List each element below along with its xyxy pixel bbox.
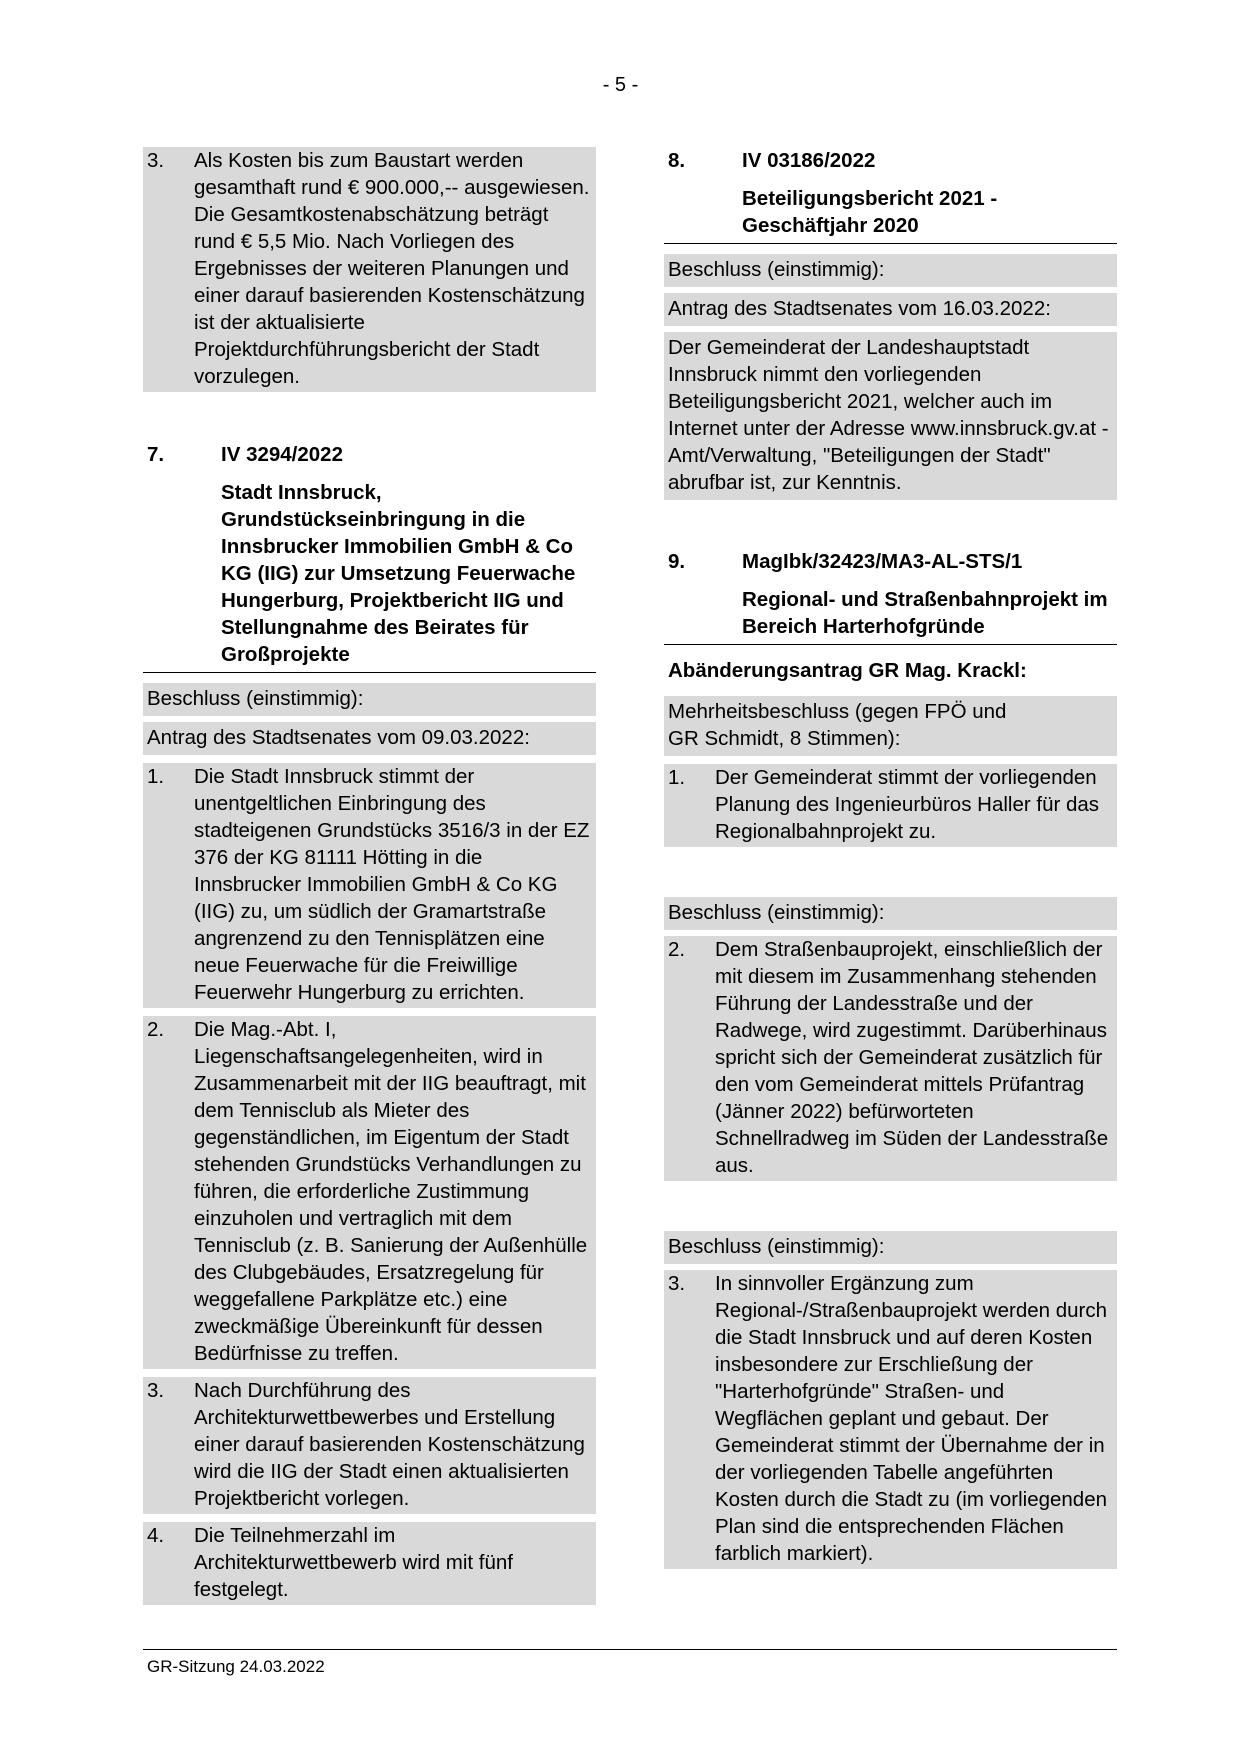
- page-number: - 5 -: [602, 74, 639, 96]
- right-column: [664, 147, 1117, 1569]
- item-text: Die Teilnehmerzahl im Architekturwettbewerb wird mit fünf festgelegt.: [194, 1524, 514, 1601]
- item-text: Die Mag.-Abt. I, Liegenschaftsangelegenheiten, wird in Zusammenarbeit mit der IIG beauftragt, mit dem Tennisclub als Mieter des gegenständlichen, im Eigentum der Stadt stehenden Grundstücks Verhandlungen zu führen, die erforderliche Zustimmung einzuholen und vertraglich mit dem Tennisclub (z. B. Sanierung der Außenhülle des Clubgebäudes, Ersatzregelung für weggefallene Parkplätze etc.) eine zweckmäßige Übereinkunft für dessen Bedürfnisse zu treffen.: [194, 1018, 588, 1365]
- section-heading: [143, 441, 596, 468]
- decision-label: Beschluss (einstimmig):: [664, 1231, 1117, 1264]
- item-text: In sinnvoller Ergänzung zum Regional-/Straßenbauprojekt werden durch die Stadt Innsbruck und auf deren Kosten insbesondere zur Erschließung der "Harterhofgründe" Straßen- und Wegflächen geplant und gebaut. Der Gemeinderat stimmt der Übernahme der in der vorliegenden Tabelle angeführten Kosten durch die Stadt zu (im vorliegenden Plan sind die entsprechenden Flächen farblich markiert).: [715, 1272, 1108, 1565]
- item-number: 3.: [147, 1379, 165, 1402]
- item-number: 2.: [147, 1018, 165, 1041]
- section-code: IV 03186/2022: [742, 149, 876, 172]
- footer-text: GR-Sitzung 24.03.2022: [147, 1657, 325, 1676]
- section-subject: Beteiligungsbericht 2021 - Geschäftjahr 2020: [742, 187, 998, 237]
- section-heading: [664, 548, 1117, 575]
- item-number: 2.: [668, 938, 686, 961]
- motion-label: Antrag des Stadtsenates vom 16.03.2022:: [664, 293, 1117, 326]
- decision-label: Beschluss (einstimmig):: [664, 254, 1117, 287]
- list-item: [664, 1270, 1117, 1569]
- list-item: [143, 1016, 596, 1369]
- list-item: [143, 1377, 596, 1514]
- left-column: [143, 147, 596, 1605]
- list-item: [143, 1522, 596, 1605]
- item-text: Die Stadt Innsbruck stimmt der unentgeltlichen Einbringung des stadteigenen Grundstücks 3516/3 in der EZ 376 der KG 81111 Hötting in die Innsbrucker Immobilien GmbH & Co KG (IIG) zu, um südlich der Gramartstraße angrenzend zu den Tennisplätzen eine neue Feuerwache für die Freiwillige Feuerwehr Hungerburg zu errichten.: [194, 765, 590, 1004]
- section-text: Der Gemeinderat der Landeshauptstadt Innsbruck nimmt den vorliegenden Beteiligungsbericht 2021, welcher auch im Internet unter der Adresse www.innsbruck.gv.at - Amt/Verwaltung, "Beteiligungen der Stadt" abrufbar ist, zur Kenntnis.: [664, 332, 1117, 500]
- section-subject: Regional- und Straßenbahnprojekt im Bereich Harterhofgründe: [742, 588, 1108, 638]
- decision-label: Beschluss (einstimmig):: [664, 897, 1117, 930]
- decision-label: Beschluss (einstimmig):: [143, 683, 596, 716]
- item-text: Der Gemeinderat stimmt der vorliegenden Planung des Ingenieurbüros Haller für das Regionalbahnprojekt zu.: [715, 766, 1100, 843]
- motion-label: Antrag des Stadtsenates vom 09.03.2022:: [143, 722, 596, 755]
- item-number: 3.: [147, 149, 165, 172]
- section-number: 9.: [668, 550, 686, 573]
- list-item: [143, 763, 596, 1008]
- item-text: Dem Straßenbauprojekt, einschließlich der mit diesem im Zusammenhang stehenden Führung der Landesstraße und der Radwege, wird zugestimmt. Darüberhinaus spricht sich der Gemeinderat zusätzlich für den vom Gemeinderat mittels Prüfantrag (Jänner 2022) befürworteten Schnellradweg im Süden der Landesstraße aus.: [715, 938, 1109, 1177]
- item-number: 4.: [147, 1524, 165, 1547]
- section-number: 8.: [668, 149, 686, 172]
- item-text: Als Kosten bis zum Baustart werden gesamthaft rund € 900.000,-- ausgewiesen. Die Gesamtkostenabschätzung beträgt rund € 5,5 Mio. Nach Vorliegen des Ergebnisses der weiteren Planungen und einer darauf basierenden Kostenschätzung ist der aktualisierte Projektdurchführungsbericht der Stadt vorzulegen.: [194, 149, 590, 388]
- section-number: 7.: [147, 443, 165, 466]
- item-number: 1.: [147, 765, 165, 788]
- list-item: [664, 764, 1117, 847]
- amendment-label: Abänderungsantrag GR Mag. Krackl:: [668, 659, 1027, 682]
- section-heading: [664, 147, 1117, 174]
- footer-divider: [143, 1649, 1117, 1650]
- section-code: IV 3294/2022: [221, 443, 343, 466]
- item-text: Nach Durchführung des Architekturwettbewerbes und Erstellung einer darauf basierenden Kostenschätzung wird die IIG der Stadt einen aktualisierten Projektbericht vorlegen.: [194, 1379, 585, 1510]
- list-item: [143, 147, 596, 392]
- list-item: [664, 936, 1117, 1181]
- item-number: 3.: [668, 1272, 686, 1295]
- item-number: 1.: [668, 766, 686, 789]
- section-subject: Stadt Innsbruck, Grundstückseinbringung in die Innsbrucker Immobilien GmbH & Co KG (IIG) zur Umsetzung Feuerwache Hungerburg, Projektbericht IIG und Stellungnahme des Beirates für Großprojekte: [221, 481, 576, 666]
- majority-decision-label: Mehrheitsbeschluss (gegen FPÖ und GR Schmidt, 8 Stimmen):: [664, 696, 1117, 756]
- section-code: MagIbk/32423/MA3-AL-STS/1: [742, 550, 1023, 573]
